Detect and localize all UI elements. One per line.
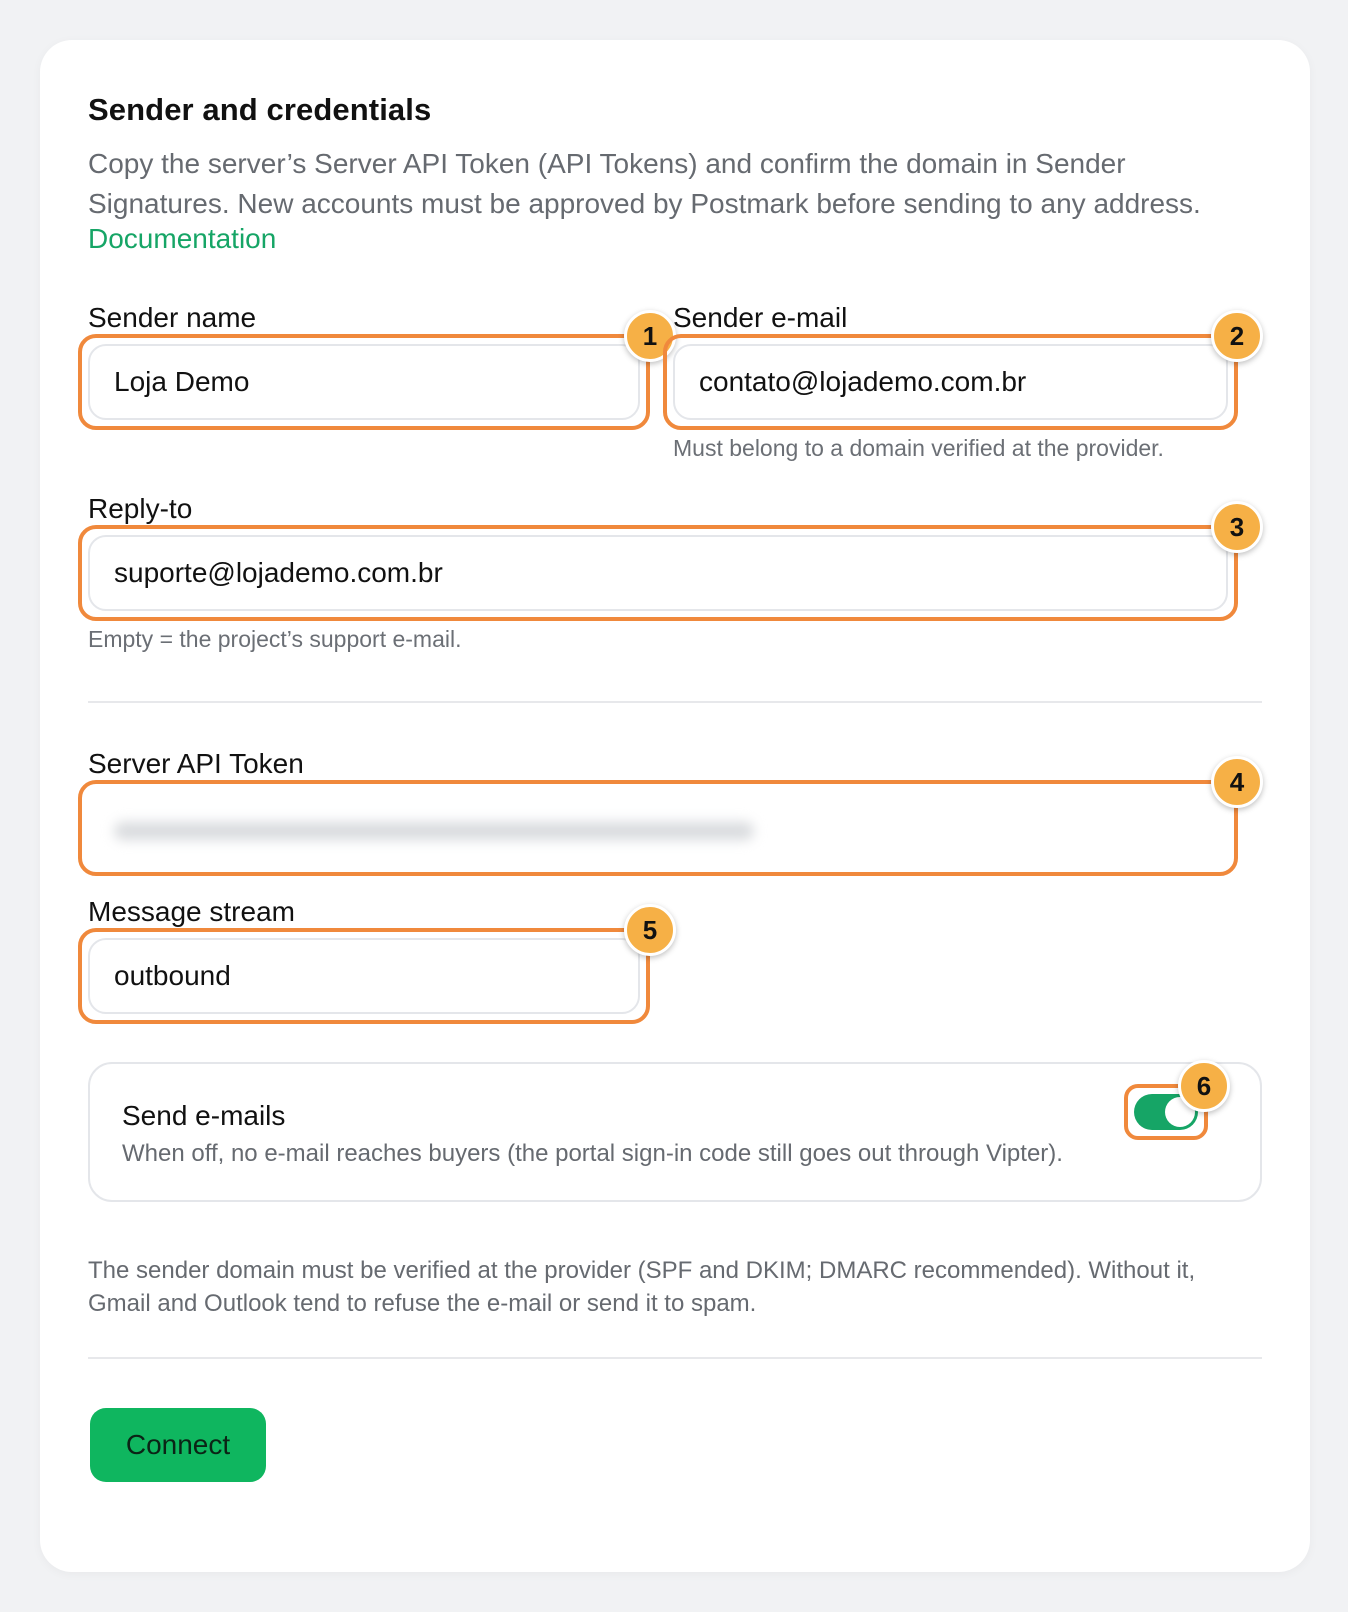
step-badge-4: 4 (1211, 756, 1263, 808)
connect-button[interactable]: Connect (90, 1408, 266, 1482)
sender-email-label: Sender e-mail (673, 302, 848, 333)
send-emails-title: Send e-mails (122, 1100, 286, 1131)
step-badge-1: 1 (624, 310, 676, 362)
api-token-label: Server API Token (88, 748, 304, 779)
divider (88, 1357, 1262, 1359)
step-badge-6: 6 (1178, 1060, 1230, 1112)
message-stream-label: Message stream (88, 896, 295, 927)
masked-token (114, 822, 754, 840)
sender-email-value: contato@lojademo.com.br (699, 366, 1027, 397)
message-stream-input[interactable] (88, 938, 640, 1014)
reply-to-hint: Empty = the project’s support e-mail. (88, 626, 462, 652)
sender-email-input[interactable] (673, 344, 1228, 420)
domain-verification-note: The sender domain must be verified at the provider (SPF and DKIM; DMARC recommended). Without it, Gmail and Outlook tend to refuse the e-mail or send it to spam. (88, 1257, 1196, 1317)
section-title: Sender and credentials (88, 92, 432, 127)
reply-to-input[interactable] (88, 535, 1228, 611)
reply-to-label: Reply-to (88, 493, 193, 524)
reply-to-value: suporte@lojademo.com.br (114, 557, 443, 588)
step-badge-2: 2 (1211, 310, 1263, 362)
message-stream-value: outbound (114, 960, 231, 991)
sender-email-hint: Must belong to a domain verified at the provider. (673, 435, 1164, 461)
sender-name-label: Sender name (88, 302, 257, 333)
send-emails-panel (88, 1062, 1262, 1202)
documentation-link[interactable]: Documentation (88, 223, 277, 254)
step-badge-5: 5 (624, 904, 676, 956)
divider (88, 701, 1262, 703)
send-emails-description: When off, no e-mail reaches buyers (the portal sign-in code still goes out through Vipter). (122, 1140, 1063, 1167)
settings-card (40, 40, 1310, 1572)
sender-name-value: Loja Demo (114, 366, 250, 397)
step-badge-3: 3 (1211, 501, 1263, 553)
section-description: Copy the server’s Server API Token (API Tokens) and confirm the domain in Sender Signatures. New accounts must be approved by Postmark before sending to any address. (88, 148, 1201, 219)
sender-name-input[interactable] (88, 344, 640, 420)
